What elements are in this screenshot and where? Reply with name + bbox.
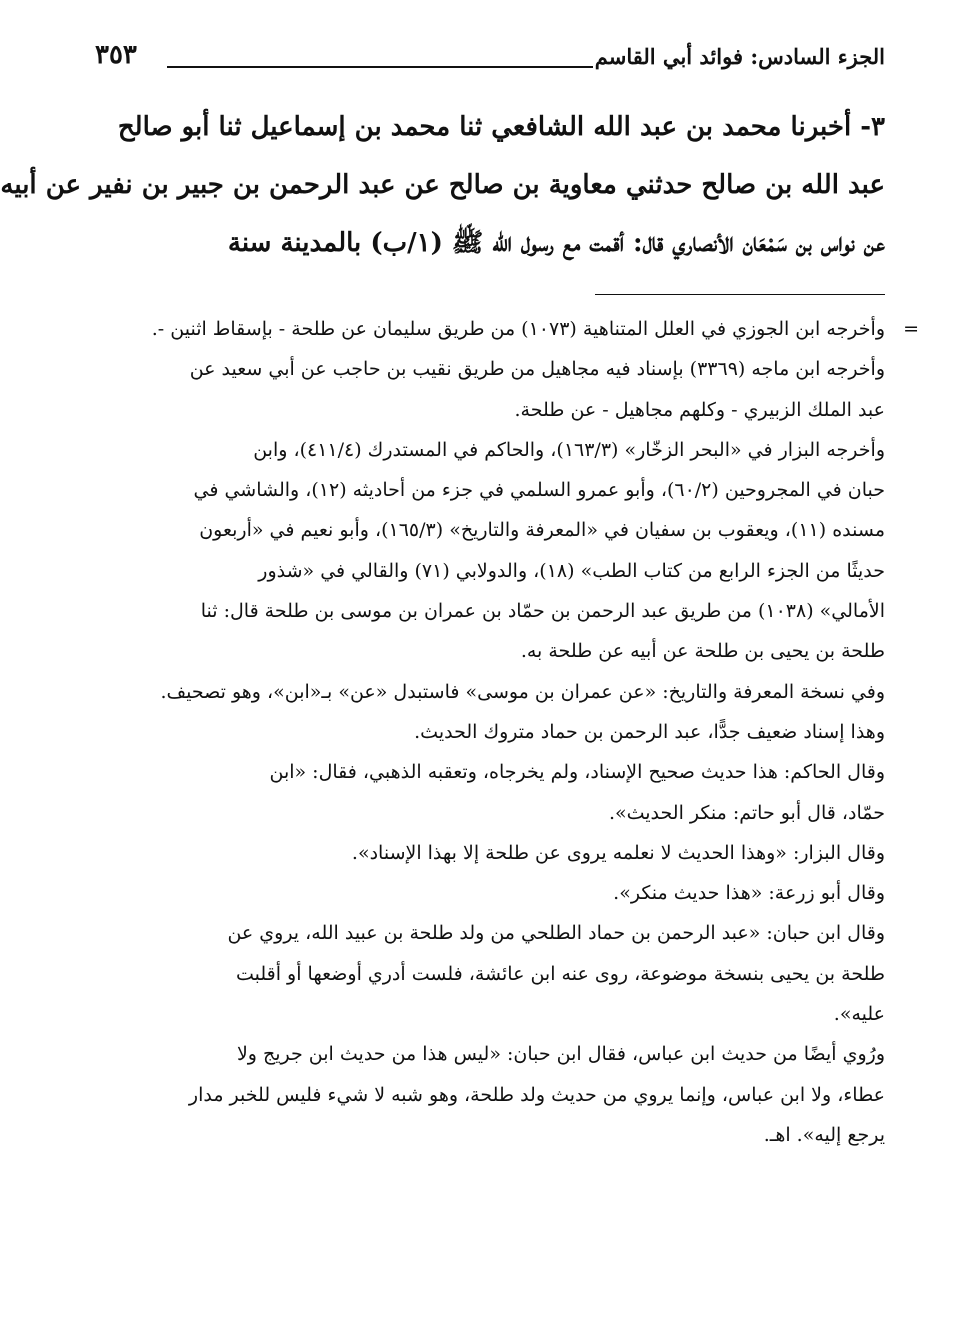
footnote-line: حمّاد، قال أبو حاتم: منكر الحديث».: [608, 801, 885, 824]
hadith-text: [0, 98, 885, 272]
footnote-line: حديثًا من الجزء الرابع من كتاب الطب» (١٨)، والدولابي (٧١) والقالي في «شذور: [258, 559, 885, 582]
footnote-line: وقال ابن حبان: «عبد الرحمن بن حماد الطلحي من ولد طلحة بن عبيد الله، يروي عن: [227, 922, 885, 945]
footnote-line: عليه».: [833, 1003, 885, 1026]
footnote-line: طلحة بن يحيى بنسخة موضوعة، روى عنه ابن عائشة، فلست أدري أوضعها أو أقلبت: [235, 962, 885, 985]
hadith-line: عبد الله بن صالح حدثني معاوية بن صالح عن عبد الرحمن بن جبير بن نفير عن أبيه: [0, 170, 885, 200]
footnote-line: [95, 309, 919, 349]
footnote-continuation-mark: =: [903, 318, 919, 340]
footnote-line: وقال أبو زرعة: «هذا حديث منكر».: [613, 882, 885, 905]
footnote-line: ورُوي أيضًا من حديث ابن عباس، فقال ابن حبان: «ليس هذا من حديث ابن جريج ولا: [236, 1043, 885, 1066]
footnote-line: حبان في المجروحين (٦٠/٢)، وأبو عمرو السلمي في جزء من أحاديثه (١٢)، والشاشي في: [193, 479, 885, 502]
footnote-line: وهذا إسناد ضعيف جدًّا، عبد الرحمن بن حماد متروك الحديث.: [414, 720, 885, 743]
footnote-line: وقال البزار: «وهذا الحديث لا نعلمه يروى عن طلحة إلا بهذا الإسناد».: [351, 841, 885, 864]
hadith-line: ٣- أخبرنا محمد بن عبد الله الشافعي ثنا محمد بن إسماعيل ثنا أبو صالح: [117, 112, 885, 142]
footnote-line: طلحة بن يحيى بن طلحة عن أبيه عن طلحة به.: [520, 640, 885, 663]
footnote-separator: [595, 294, 885, 295]
footnotes: [95, 309, 919, 1155]
footnote-line: عبد الملك الزبيري - وكلهم مجاهيل - عن طلحة.: [514, 398, 885, 421]
footnote-line: وأخرجه ابن ماجه (٣٣٦٩) بإسناد فيه مجاهيل من طريق نقيب بن حاجب عن أبي سعيد عن: [189, 358, 885, 381]
header-rule: [167, 66, 593, 68]
footnote-line: يرجع إليه». اهـ.: [763, 1123, 885, 1146]
footnote-line: وفي نسخة المعرفة والتاريخ: «عن عمران بن موسى» فاستبدل «عن» بـ«ابن»، وهو تصحيف.: [160, 680, 885, 703]
book-page: [0, 36, 919, 1326]
footnote-line-text: وأخرجه ابن الجوزي في العلل المتناهية (١٠٧٣) من طريق سليمان عن طلحة - بإسقاط اثنين -.: [151, 318, 885, 340]
footnote-line: الأمالي» (١٠٣٨) من طريق عبد الرحمن بن حمّاد بن عمران بن موسى بن طلحة قال: ثنا: [200, 600, 885, 623]
footnote-line: وأخرجه البزار في «البحر الزخّار» (١٦٣/٣)، والحاكم في المستدرك (٤١١/٤)، وابن: [253, 438, 885, 461]
running-header: [95, 36, 885, 88]
footnote-line: مسنده (١١)، ويعقوب بن سفيان في «المعرفة والتاريخ» (١٦٥/٣)، وأبو نعيم في «أربعون: [199, 519, 885, 542]
footnote-line: وقال الحاكم: هذا حديث صحيح الإسناد، ولم يخرجاه، وتعقبه الذهبي، فقال: «ابن: [269, 761, 885, 784]
page-number: ٣٥٣: [95, 40, 137, 70]
footnote-line: عطاء، ولا ابن عباس، وإنما يروي من حديث ولد طلحة، وهو شبه لا شيء فليس للخبر مدار: [188, 1083, 885, 1106]
running-title: الجزء السادس: فوائد أبي القاسم: [594, 44, 885, 69]
hadith-line: عن نواس بن سَمْعَان الأنصاري قال: أقمت مع رسول الله ﷺ (١/ب) بالمدينة سنة: [227, 228, 885, 258]
